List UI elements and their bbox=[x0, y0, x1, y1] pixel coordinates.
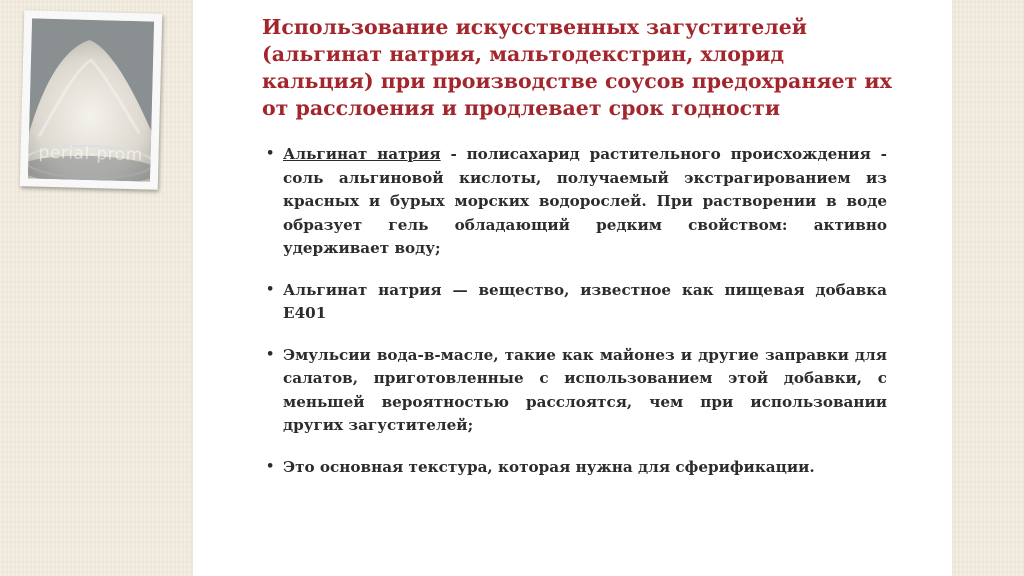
bullet-item bbox=[266, 344, 887, 438]
bullet-item bbox=[266, 456, 887, 480]
photo-watermark: perial-prom bbox=[38, 142, 143, 166]
bullet-item bbox=[266, 143, 887, 261]
bullet-dot: • bbox=[266, 146, 275, 161]
slide-title: Использование искусственных загустителей (альгинат натрия, мальтодекстрин, хлорид кальция) при производстве соусов предохраняет их от расслоения и продлевает срок годности bbox=[262, 15, 892, 120]
bullet-text: Эмульсии вода-в-масле, такие как майонез и другие заправки для салатов, приготовленные с использованием этой добавки, с меньшей вероятностью расслоятся, чем при использовании других загустителей; bbox=[283, 345, 887, 434]
bullet-list bbox=[266, 143, 887, 479]
bullet-text: - полисахарид растительного происхождения - соль альгиновой кислоты, получаемый экстрагированием из красных и бурых морских водорослей. При растворении в воде образует гель обладающий редким свойством: активно удерживает воду; bbox=[283, 145, 887, 257]
powder-photo bbox=[20, 10, 163, 190]
bullet-dot: • bbox=[266, 281, 275, 297]
bullet-text: Это основная текстура, которая нужна для сферификации. bbox=[283, 457, 815, 476]
powder-photo-image bbox=[28, 18, 154, 181]
bullet-lead-term: Альгинат натрия bbox=[283, 145, 441, 163]
bullet-text: Альгинат натрия — вещество, известное как пищевая добавка E401 bbox=[283, 280, 887, 322]
bullet-dot: • bbox=[266, 458, 275, 474]
bullet-dot: • bbox=[266, 346, 275, 362]
bullet-item bbox=[266, 279, 887, 326]
